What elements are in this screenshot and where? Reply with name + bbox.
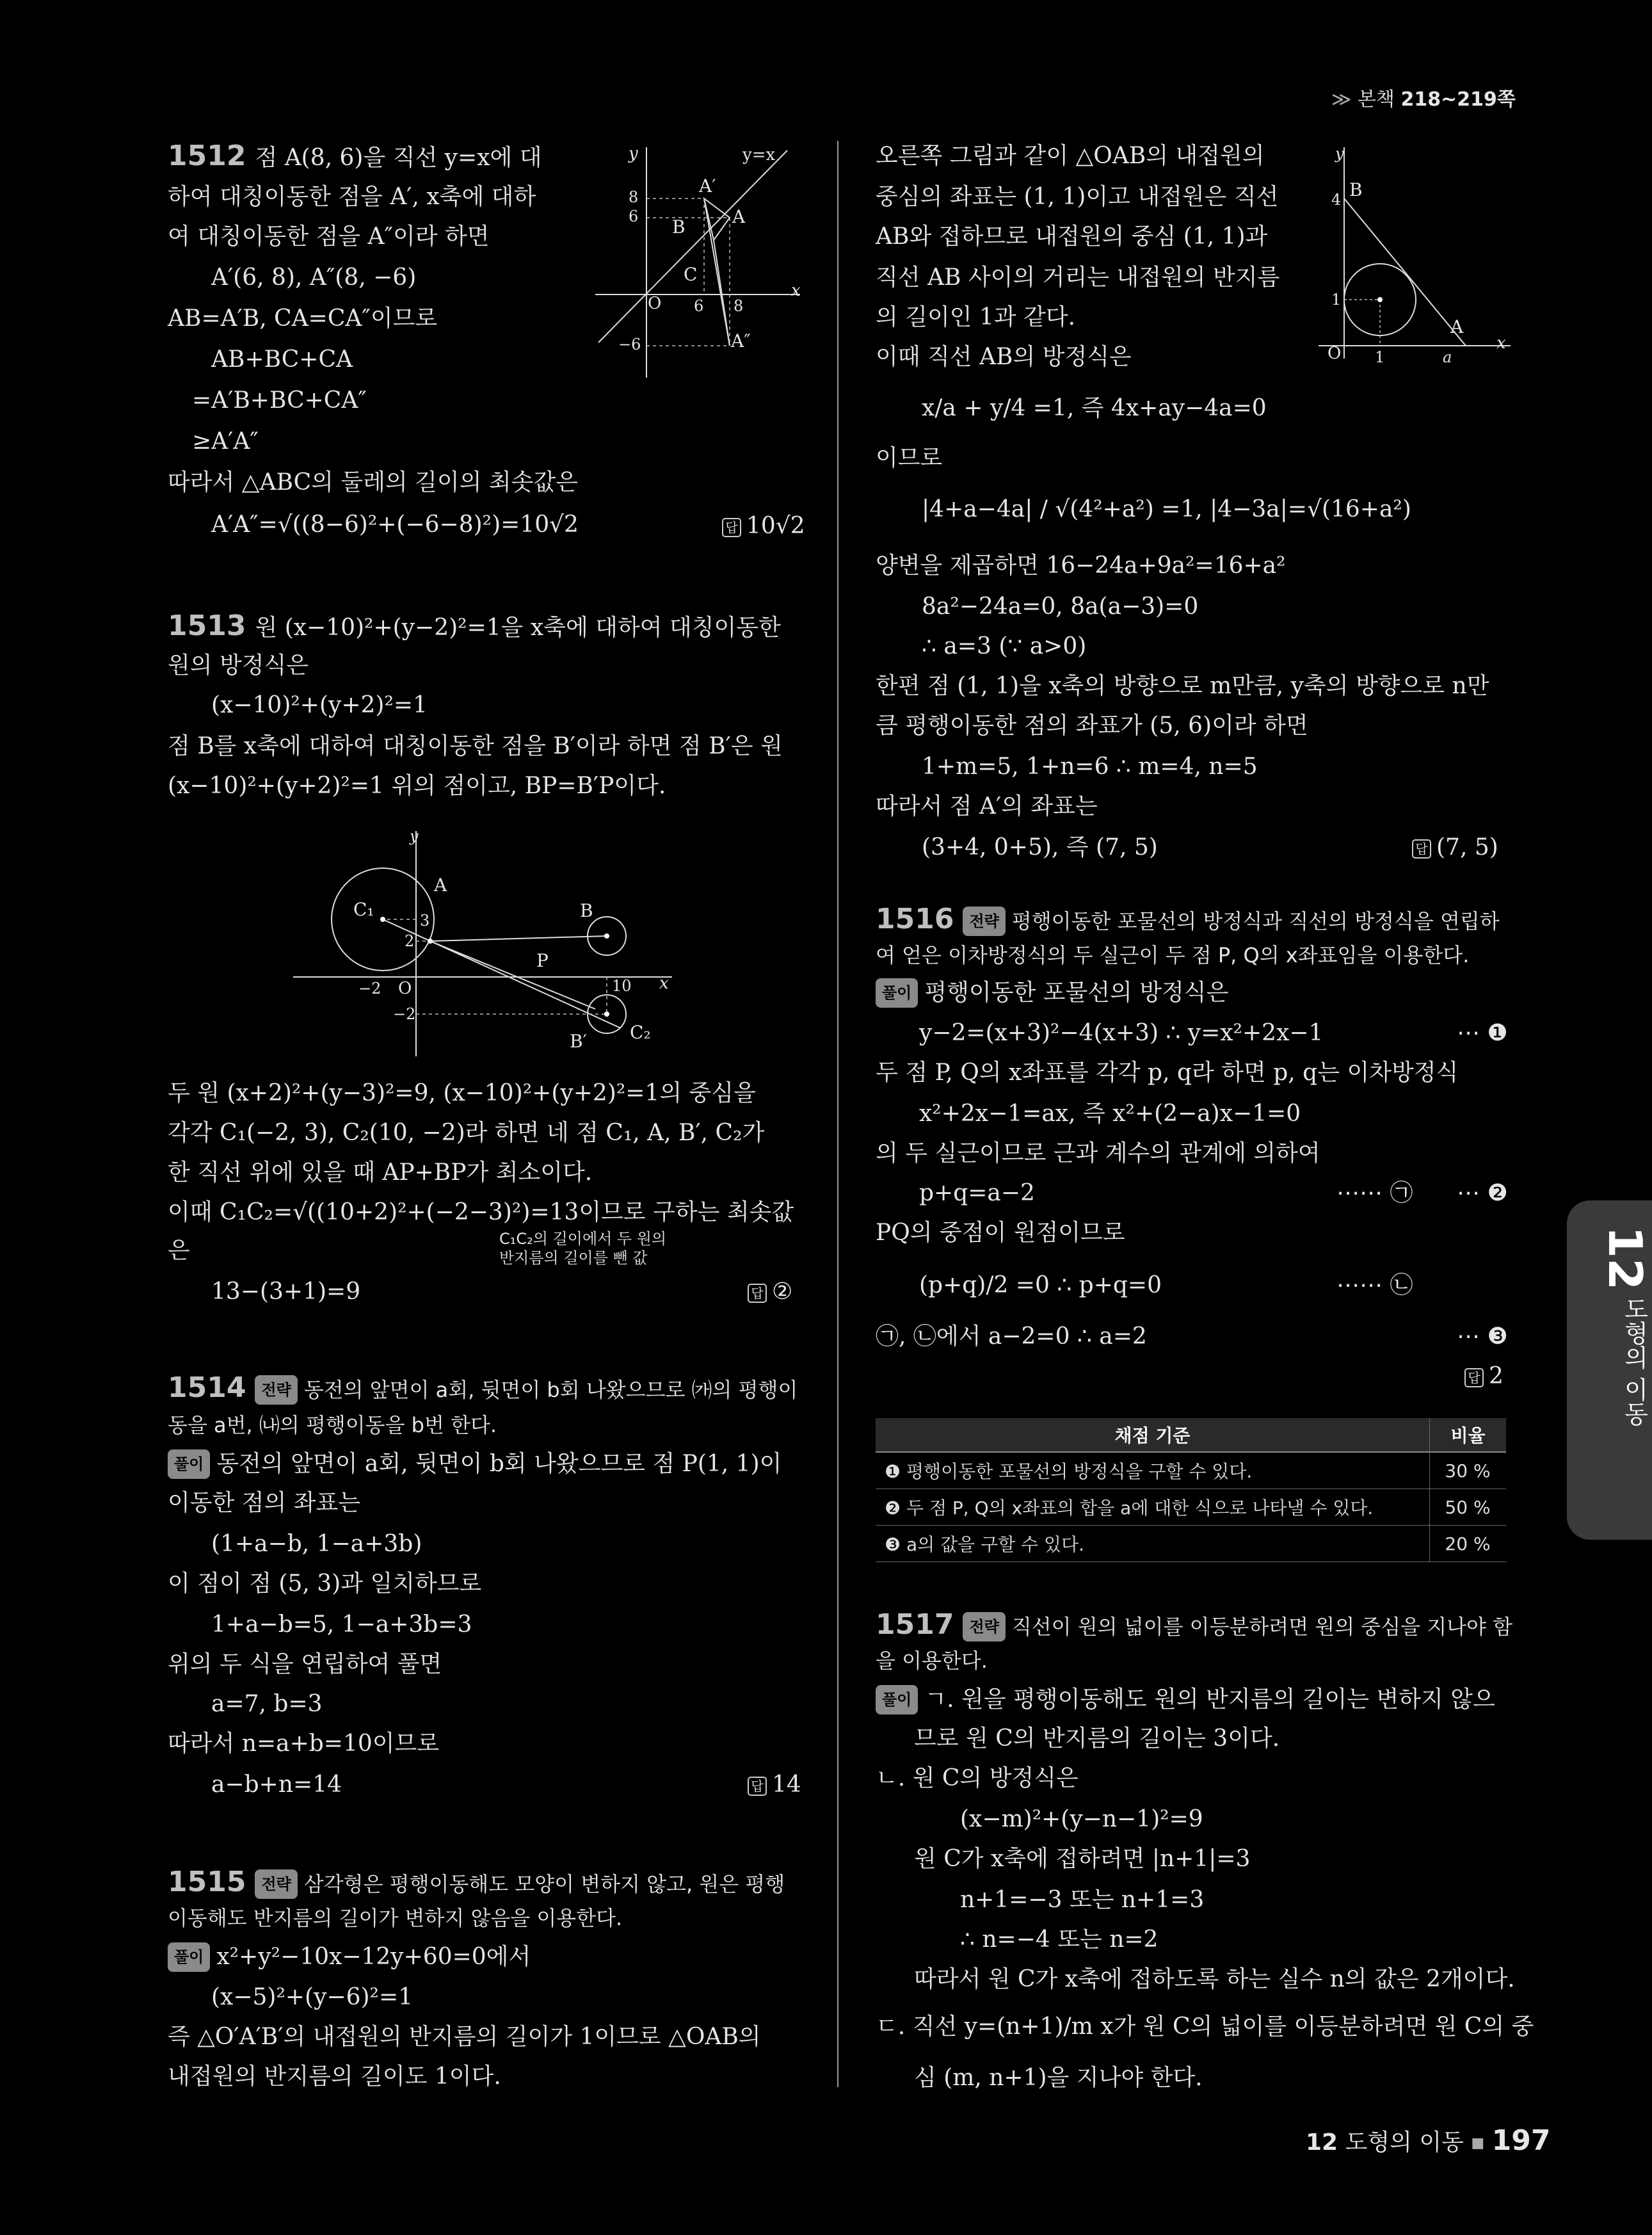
problem-1517-line-1: 므로 원 C의 반지름의 길이는 3이다. bbox=[914, 1725, 1280, 1752]
answer-1513: 답 ② bbox=[748, 1278, 792, 1306]
fig-O: O bbox=[648, 294, 662, 313]
page-number: 197 bbox=[1491, 2124, 1551, 2157]
problem-1515-line-0: 풀이 x²+y²−10x−12y+60=0에서 bbox=[168, 1942, 531, 1972]
problem-number: 1517 bbox=[876, 1608, 954, 1641]
fig-A: A bbox=[434, 875, 447, 896]
problem-1516-strategy-2: 여 얻은 이차방정식의 두 실근이 두 점 P, Q의 x좌표임을 이용한다. bbox=[876, 943, 1470, 967]
strategy-tag: 전략 bbox=[963, 1612, 1005, 1642]
table-row: ❸ a의 값을 구할 수 있다. 20 % bbox=[876, 1526, 1506, 1562]
problem-1516-line-2: 두 점 P, Q의 x좌표를 각각 p, q라 하면 p, q는 이차방정식 bbox=[876, 1060, 1459, 1086]
problem-1513-line-2: (x−10)²+(y+2)²=1 bbox=[211, 692, 428, 718]
problem-1516-line-5: p+q=a−2 bbox=[919, 1180, 1035, 1206]
fig-tick-8: 8 bbox=[629, 188, 639, 206]
fig-tick-2: 2 bbox=[405, 932, 415, 950]
mark-b: ⋯⋯ ㉡ bbox=[1336, 1272, 1413, 1298]
fig-x-8: 8 bbox=[734, 297, 744, 315]
mark-2: ⋯ ❷ bbox=[1457, 1180, 1508, 1206]
fig-y-label: y bbox=[410, 827, 419, 845]
fig-C: C bbox=[684, 264, 698, 285]
column-divider bbox=[837, 141, 838, 2087]
fig-tick-4: 4 bbox=[1331, 191, 1342, 209]
problem-1513-line-9: 은 bbox=[168, 1238, 190, 1264]
table-row: ❷ 두 점 P, Q의 x좌표의 합을 a에 대한 식으로 나타낼 수 있다. 50 % bbox=[876, 1489, 1506, 1526]
problem-1512-line-5: AB+BC+CA bbox=[211, 346, 353, 373]
footer-chapter-name: 도형의 이동 bbox=[1345, 2129, 1464, 2156]
problem-1514-strategy: 1514 전략 동전의 앞면이 a회, 뒷면이 b회 나왔으므로 ㈎의 평행이 bbox=[168, 1371, 798, 1404]
mark-1: ⋯ ❶ bbox=[1457, 1020, 1508, 1046]
page-reference bbox=[1331, 83, 1516, 111]
problem-1515-right-line-14: 1+m=5, 1+n=6 ∴ m=4, n=5 bbox=[922, 754, 1258, 780]
answer-1515: 답 (7, 5) bbox=[1412, 834, 1498, 862]
fig-tick-1: 1 bbox=[1331, 291, 1342, 309]
fig-B: B bbox=[1349, 179, 1363, 200]
problem-1514-line-4: 1+a−b=5, 1−a+3b=3 bbox=[211, 1611, 472, 1638]
fig-O: O bbox=[1327, 344, 1342, 363]
problem-1512-line-3: A′(6, 8), A″(8, −6) bbox=[211, 264, 417, 291]
problem-1515-right-line-8: |4+a−4a| / √(4²+a²) =1, |4−3a|=√(16+a²) bbox=[922, 496, 1411, 522]
header-ratio: 비율 bbox=[1430, 1418, 1507, 1452]
strategy-tag: 전략 bbox=[255, 1375, 297, 1405]
problem-1515-right-line-12: 한편 점 (1, 1)을 x축의 방향으로 m만큼, y축의 방향으로 n만 bbox=[876, 673, 1489, 699]
problem-1514-line-2: (1+a−b, 1−a+3b) bbox=[211, 1531, 422, 1557]
figure-1513 bbox=[288, 826, 698, 1063]
problem-1512-line-1: 하여 대칭이동한 점을 A′, x축에 대하 bbox=[168, 184, 536, 210]
problem-1515-strategy: 1515 전략 삼각형은 평행이동해도 모양이 변하지 않고, 원은 평행 bbox=[168, 1866, 785, 1898]
fig-A1: A′ bbox=[699, 175, 716, 197]
problem-1515-right-line-5: 이때 직선 AB의 방정식은 bbox=[876, 344, 1132, 370]
fig-tick-m2: −2 bbox=[358, 980, 381, 997]
problem-1514-line-5: 위의 두 식을 연립하여 풀면 bbox=[168, 1651, 442, 1677]
fig-y-label: y bbox=[629, 144, 638, 163]
strategy-tag: 전략 bbox=[255, 1869, 297, 1899]
problem-1517-strategy-2: 을 이용한다. bbox=[876, 1649, 988, 1673]
answer-icon: 답 bbox=[748, 1284, 767, 1303]
problem-1516-line-0: 풀이 평행이동한 포물선의 방정식은 bbox=[876, 978, 1228, 1008]
problem-1513-line-6: 각각 C₁(−2, 3), C₂(10, −2)라 하면 네 점 C₁, A, B′, C₂가 bbox=[168, 1120, 765, 1146]
problem-1514-line-3: 이 점이 점 (5, 3)과 일치하므로 bbox=[168, 1570, 482, 1597]
problem-1512-line-6: =A′B+BC+CA″ bbox=[192, 387, 367, 414]
problem-1516-line-6: PQ의 중점이 원점이므로 bbox=[876, 1220, 1125, 1246]
answer-icon: 답 bbox=[722, 518, 741, 537]
fig-x-label: x bbox=[791, 281, 801, 300]
fig-B: B bbox=[580, 900, 593, 921]
problem-1515-right-line-15: 따라서 점 A′의 좌표는 bbox=[876, 793, 1098, 819]
scoring-header bbox=[876, 1418, 1506, 1452]
problem-number: 1512 bbox=[168, 140, 246, 172]
answer-icon: 답 bbox=[748, 1777, 767, 1796]
fig-x-label: x bbox=[659, 974, 669, 993]
problem-1517-line-3: (x−m)²+(y−n−1)²=9 bbox=[960, 1806, 1203, 1832]
side-tab-label: 도형의 이동 bbox=[1620, 1296, 1648, 1426]
problem-1515-right-line-3: 직선 AB 사이의 거리는 내접원의 반지름 bbox=[876, 264, 1280, 291]
fig-x-6: 6 bbox=[694, 297, 704, 315]
problem-1517-line-0: 풀이 ㄱ. 원을 평행이동해도 원의 반지름의 길이는 변하지 않으 bbox=[876, 1685, 1495, 1715]
mark-a: ⋯⋯ ㉠ bbox=[1336, 1180, 1413, 1206]
solution-tag: 풀이 bbox=[876, 978, 918, 1008]
problem-1515-right-line-11: ∴ a=3 (∵ a>0) bbox=[922, 633, 1087, 659]
problem-1515-right-line-0: 오른쪽 그림과 같이 △OAB의 내접원의 bbox=[876, 143, 1265, 169]
problem-1514-line-1: 이동한 점의 좌표는 bbox=[168, 1490, 361, 1516]
fig-x-a: a bbox=[1443, 348, 1452, 366]
fig-tick-10: 10 bbox=[612, 977, 632, 995]
problem-1515-right-line-10: 8a²−24a=0, 8a(a−3)=0 bbox=[922, 593, 1199, 620]
ref-marker: ≫ bbox=[1331, 88, 1352, 111]
ref-pages: 218~219쪽 bbox=[1400, 88, 1516, 111]
problem-1513-line-7: 한 직선 위에 있을 때 AP+BP가 최소이다. bbox=[168, 1159, 593, 1186]
fig-C2: C₂ bbox=[630, 1022, 651, 1043]
problem-1513-line-1: 원의 방정식은 bbox=[168, 652, 309, 679]
figure-1512 bbox=[589, 141, 806, 384]
problem-1516-line-1: y−2=(x+3)²−4(x+3) ∴ y=x²+2x−1 bbox=[919, 1020, 1324, 1046]
header-criteria: 채점 기준 bbox=[876, 1418, 1430, 1452]
fig-tick-m2y: −2 bbox=[393, 1005, 416, 1023]
problem-1515-right-line-2: AB와 접하므로 내접원의 중심 (1, 1)과 bbox=[876, 223, 1268, 250]
fig-x-1: 1 bbox=[1375, 348, 1385, 366]
fig-tick-6: 6 bbox=[629, 207, 639, 225]
scoring-table bbox=[876, 1418, 1506, 1562]
problem-number: 1515 bbox=[168, 1866, 246, 1898]
problem-1517-line-7: 따라서 원 C가 x축에 접하도록 하는 실수 n의 값은 2개이다. bbox=[914, 1966, 1515, 1992]
problem-1517-line-2: ㄴ. 원 C의 방정식은 bbox=[876, 1765, 1079, 1791]
problem-1512-line-4: AB=A′B, CA=CA″이므로 bbox=[168, 305, 438, 332]
problem-1515-line-1: (x−5)²+(y−6)²=1 bbox=[211, 1984, 413, 2010]
problem-1515-right-line-7: 이므로 bbox=[876, 445, 943, 471]
problem-1517-line-6: ∴ n=−4 또는 n=2 bbox=[960, 1926, 1159, 1953]
problem-1515-right-line-13: 큼 평행이동한 점의 좌표가 (5, 6)이라 하면 bbox=[876, 713, 1308, 739]
problem-1514-line-7: 따라서 n=a+b=10이므로 bbox=[168, 1731, 440, 1757]
problem-1515-strategy-2: 이동해도 반지름의 길이가 변하지 않음을 이용한다. bbox=[168, 1906, 623, 1930]
fig-B1: B′ bbox=[570, 1031, 587, 1052]
problem-number: 1516 bbox=[876, 903, 954, 935]
problem-1513-line-8: 이때 C₁C₂=√((10+2)²+(−2−3)²)=13이므로 구하는 최솟값 bbox=[168, 1199, 794, 1225]
problem-1516-line-3: x²+2x−1=ax, 즉 x²+(2−a)x−1=0 bbox=[919, 1101, 1301, 1127]
problem-1517-line-4: 원 C가 x축에 접하려면 |n+1|=3 bbox=[914, 1846, 1251, 1872]
problem-1516-line-7: (p+q)/2 =0 ∴ p+q=0 bbox=[919, 1272, 1162, 1298]
answer-1514: 답 14 bbox=[748, 1771, 801, 1799]
fig-x-label: x bbox=[1496, 334, 1506, 353]
answer-icon: 답 bbox=[1412, 839, 1431, 859]
fig-tick-3: 3 bbox=[420, 912, 430, 930]
problem-1513-line-4: (x−10)²+(y+2)²=1 위의 점이고, BP=B′P이다. bbox=[168, 773, 666, 799]
problem-1515-right-line-1: 중심의 좌표는 (1, 1)이고 내접원은 직선 bbox=[876, 184, 1279, 210]
fig-A: A bbox=[1450, 316, 1464, 337]
problem-1515-line-3: 내접원의 반지름의 길이도 1이다. bbox=[168, 2063, 501, 2090]
problem-1517-line-9: 심 (m, n+1)을 지나야 한다. bbox=[914, 2065, 1203, 2091]
fig-tick-m6: −6 bbox=[618, 335, 641, 353]
problem-1514-line-6: a=7, b=3 bbox=[211, 1691, 323, 1717]
page-footer bbox=[1306, 2124, 1550, 2157]
problem-1513-line-10: 13−(3+1)=9 bbox=[211, 1279, 361, 1305]
fig-A: A bbox=[732, 206, 746, 227]
problem-1512-line-9: A′A″=√((8−6)²+(−6−8)²)=10√2 bbox=[211, 512, 579, 538]
answer-icon: 답 bbox=[1464, 1368, 1484, 1387]
problem-1516-line-4: 의 두 실근이므로 근과 계수의 관계에 의하여 bbox=[876, 1140, 1320, 1166]
solution-tag: 풀이 bbox=[168, 1449, 210, 1479]
problem-1512-line-0: 1512 점 A(8, 6)을 직선 y=x에 대 bbox=[168, 140, 542, 172]
figure-1515 bbox=[1306, 141, 1517, 371]
problem-1515-right-line-4: 의 길이인 1과 같다. bbox=[876, 304, 1076, 330]
problem-1514-line-8: a−b+n=14 bbox=[211, 1771, 342, 1798]
answer-1512: 답 10√2 bbox=[722, 512, 805, 540]
fig-y-label: y bbox=[1335, 145, 1344, 163]
problem-1516-strategy: 1516 전략 평행이동한 포물선의 방정식과 직선의 방정식을 연립하 bbox=[876, 903, 1500, 935]
fig-O: O bbox=[398, 979, 412, 998]
problem-1515-right-line-6: x/a + y/4 =1, 즉 4x+ay−4a=0 bbox=[922, 395, 1267, 421]
footer-chapter-num: 12 bbox=[1306, 2129, 1338, 2156]
problem-1513-line-0: 1513 원 (x−10)²+(y−2)²=1을 x축에 대하여 대칭이동한 bbox=[168, 609, 781, 642]
mark-3: ⋯ ❸ bbox=[1457, 1323, 1508, 1350]
ref-prefix: 본책 bbox=[1357, 88, 1395, 111]
fig-B: B bbox=[672, 216, 686, 238]
problem-number: 1513 bbox=[168, 609, 246, 642]
table-row: ❶ 평행이동한 포물선의 방정식을 구할 수 있다. 30 % bbox=[876, 1452, 1506, 1489]
problem-1516-line-8: ㉠, ㉡에서 a−2=0 ∴ a=2 bbox=[876, 1323, 1147, 1350]
problem-1512-line-7: ≥A′A″ bbox=[192, 428, 259, 455]
fig-A2: A″ bbox=[731, 330, 751, 351]
answer-1516: 답 2 bbox=[1464, 1362, 1504, 1391]
problem-1513-line-5: 두 원 (x+2)²+(y−3)²=9, (x−10)²+(y+2)²=1의 중심을 bbox=[168, 1080, 756, 1106]
chapter-side-tab bbox=[1567, 1200, 1652, 1540]
strategy-tag: 전략 bbox=[963, 907, 1005, 936]
note-1513: C₁C₂의 길이에서 두 원의 반지름의 길이를 뺀 값 bbox=[499, 1230, 667, 1267]
solution-tag: 풀이 bbox=[168, 1942, 210, 1972]
fig-C1: C₁ bbox=[353, 899, 374, 920]
problem-1513-line-3: 점 B를 x축에 대하여 대칭이동한 점을 B′이라 하면 점 B′은 원 bbox=[168, 733, 783, 759]
problem-1515-right-line-16: (3+4, 0+5), 즉 (7, 5) bbox=[922, 834, 1158, 860]
problem-1514-line-0: 풀이 동전의 앞면이 a회, 뒷면이 b회 나왔으므로 점 P(1, 1)이 bbox=[168, 1449, 782, 1479]
problem-1514-strategy-2: 동을 a번, ㈏의 평행이동을 b번 한다. bbox=[168, 1413, 497, 1437]
problem-1512-line-2: 여 대칭이동한 점을 A″이라 하면 bbox=[168, 223, 490, 250]
side-tab-number: 12 bbox=[1598, 1226, 1652, 1291]
problem-1515-right-line-9: 양변을 제곱하면 16−24a+9a²=16+a² bbox=[876, 553, 1286, 579]
problem-1517-strategy: 1517 전략 직선이 원의 넓이를 이등분하려면 원의 중심을 지나야 함 bbox=[876, 1608, 1513, 1641]
problem-number: 1514 bbox=[168, 1371, 246, 1404]
fig-P: P bbox=[536, 950, 549, 971]
problem-1517-line-8: ㄷ. 직선 y=(n+1)/m x가 원 C의 넓이를 이등분하려면 원 C의 중 bbox=[876, 2013, 1534, 2040]
problem-1512-line-8: 따라서 △ABC의 둘레의 길이의 최솟값은 bbox=[168, 469, 578, 496]
fig-line-label: y=x bbox=[742, 145, 776, 165]
footer-separator: ■ bbox=[1471, 2135, 1485, 2151]
problem-1515-line-2: 즉 △O′A′B′의 내접원의 반지름의 길이가 1이므로 △OAB의 bbox=[168, 2024, 761, 2050]
solution-tag: 풀이 bbox=[876, 1685, 918, 1715]
problem-1517-line-5: n+1=−3 또는 n+1=3 bbox=[960, 1887, 1205, 1913]
